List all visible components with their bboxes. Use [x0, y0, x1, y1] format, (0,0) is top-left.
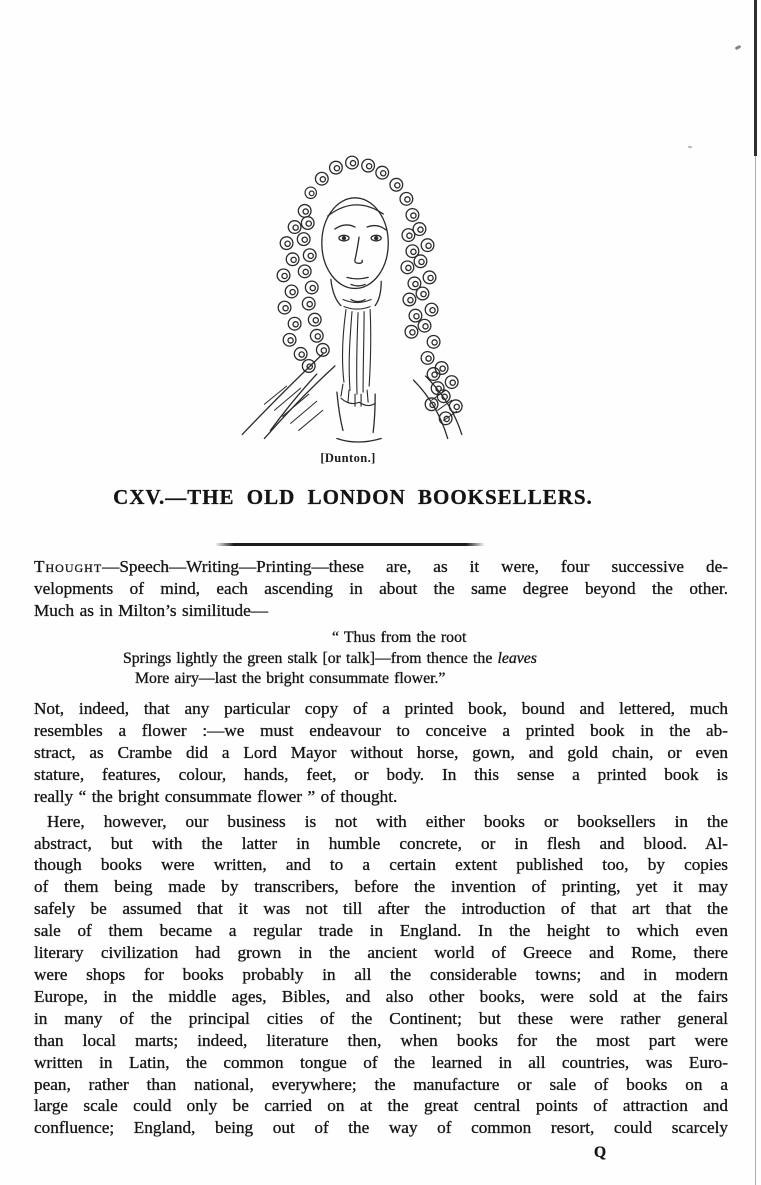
text-segment: Springs lightly the green stalk [or talk]—from thence the: [123, 649, 498, 667]
text-segment: than local marts; indeed, literature then, when books for the most part were: [34, 1030, 728, 1050]
text-segment: safely be assumed that it was not till after the introduction of that art that the: [34, 899, 728, 919]
signature-mark: Q: [594, 1144, 607, 1161]
text-segment: —Speech—Writing—Printing—these are, as it were, four successive de-: [102, 557, 728, 576]
text-line: [34, 1095, 728, 1117]
text-line: [34, 920, 728, 942]
text-line: [34, 1074, 728, 1096]
text-segment: abstract, but with the latter in humble concrete, or in flesh and blood. Al-: [34, 833, 728, 853]
text-segment: pean, rather than national, everywhere; the manufacture or sale of books on a: [34, 1074, 728, 1094]
text-line: [123, 628, 683, 649]
text-segment: Thought: [34, 557, 103, 576]
text-line: [34, 1052, 728, 1074]
text-line: [34, 833, 728, 855]
scan-edge-line-dark: [754, 0, 757, 156]
chapter-title: CXV.—THE OLD LONDON BOOKSELLERS.: [113, 485, 593, 509]
portrait-shoulders: [242, 354, 462, 442]
text-segment: literary civilization had grown in the ancient world of Greece and Rome, there: [34, 943, 728, 963]
text-line: [34, 786, 728, 808]
portrait-svg: [204, 140, 496, 448]
text-segment: Here, however, our business is not with either books or booksellers in the: [47, 811, 728, 831]
text-line: [34, 811, 728, 833]
text-line: [34, 578, 728, 600]
text-line: [34, 600, 728, 622]
text-line: [34, 1117, 728, 1139]
text-segment: really “ the bright consummate flower ” of thought.: [34, 786, 398, 806]
scan-speck: [735, 45, 742, 50]
text-segment: though books were written, and to a certain extent published too, by copies: [34, 855, 728, 875]
text-segment: stature, features, colour, hands, feet, or body. In this sense a printed book is: [34, 764, 728, 784]
text-segment: More airy—last the bright consummate flower.”: [135, 670, 446, 688]
text-segment: Much as in Milton’s similitude—: [34, 600, 268, 620]
text-segment: “ Thus from the root: [332, 628, 467, 646]
text-line: [34, 742, 728, 764]
text-line: [34, 964, 728, 986]
scan-speck: [688, 146, 692, 149]
text-line: [34, 764, 728, 786]
portrait-face: [322, 198, 388, 306]
verse-quote: [123, 628, 683, 690]
portrait-cravat: [341, 300, 375, 407]
text-line: [34, 986, 728, 1008]
text-line: [34, 898, 728, 920]
text-line: [123, 669, 683, 690]
paragraph: [34, 556, 728, 622]
text-line: [34, 942, 728, 964]
text-segment: of them being made by transcribers, before the invention of printing, yet it may: [34, 877, 728, 897]
portrait-caption: [Dunton.]: [320, 451, 376, 465]
text-line: [34, 556, 728, 578]
text-segment: were shops for books probably in all the considerable towns; and in modern: [34, 964, 728, 984]
text-line: [34, 698, 728, 720]
title-divider: [215, 543, 485, 546]
paragraph: [34, 698, 728, 808]
text-segment: large scale could only be carried on at the great central points of attraction and: [34, 1096, 728, 1116]
text-segment: Not, indeed, that any particular copy of a printed book, bound and lettered, much: [34, 699, 728, 719]
text-segment: confluence; England, being out of the way of common resort, could scarcely: [34, 1118, 728, 1138]
text-segment: written in Latin, the common tongue of the learned in all countries, was Euro-: [34, 1052, 728, 1072]
dunton-portrait-engraving: [204, 140, 496, 448]
text-line: [34, 720, 728, 742]
text-segment: stract, as Crambe did a Lord Mayor without horse, gown, and gold chain, or even: [34, 742, 728, 762]
text-segment: Europe, in the middle ages, Bibles, and also other books, were sold at the fairs: [34, 986, 728, 1006]
text-line: [34, 854, 728, 876]
text-line: [34, 876, 728, 898]
text-line: [34, 1008, 728, 1030]
text-line: [34, 1030, 728, 1052]
text-segment: velopments of mind, each ascending in about the same degree beyond the other.: [34, 578, 728, 598]
text-line: [123, 649, 683, 670]
text-segment: leaves: [497, 649, 537, 667]
text-segment: sale of them became a regular trade in England. In the height to which even: [34, 921, 728, 941]
text-segment: in many of the principal cities of the Continent; but these were rather general: [34, 1008, 728, 1028]
paragraph: [34, 811, 728, 1140]
text-segment: resembles a flower :—we must endeavour to conceive a printed book in the ab-: [34, 721, 728, 741]
scan-edge-line-light: [755, 156, 756, 1185]
text-block: [34, 556, 728, 1142]
